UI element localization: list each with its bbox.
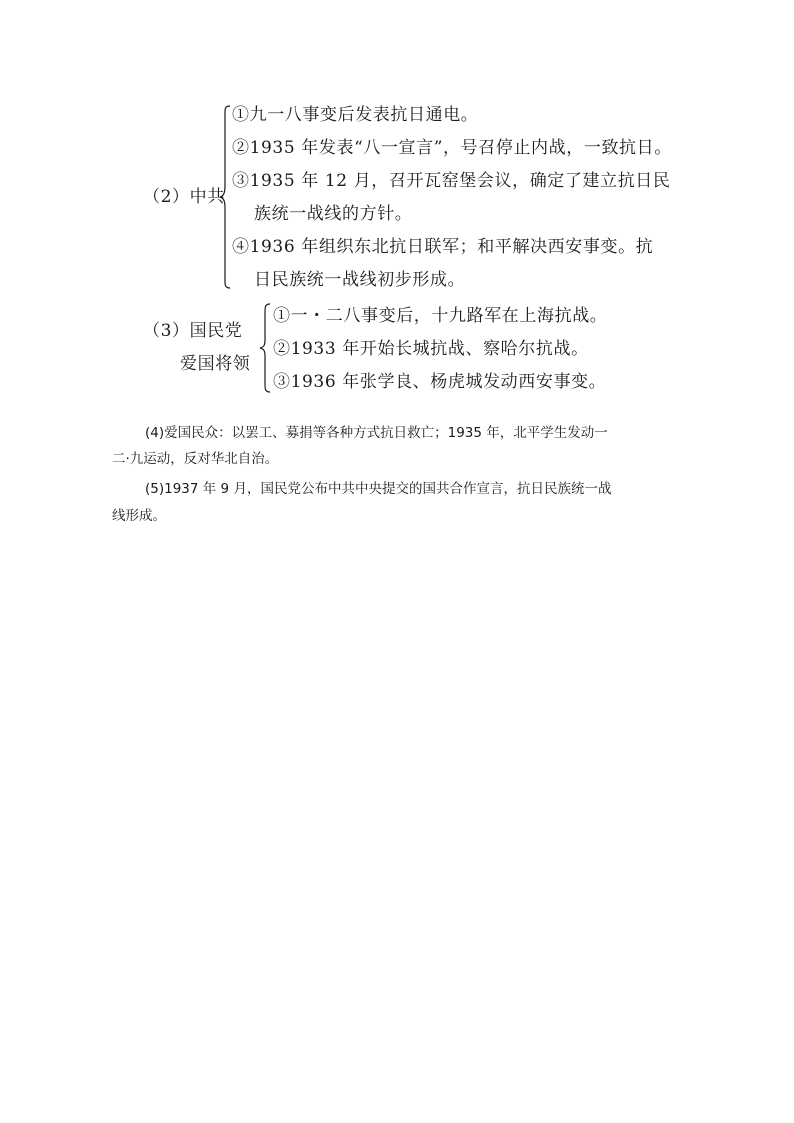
section3-item-1: ①一・二八事变后，十九路军在上海抗战。: [273, 306, 608, 326]
section5-line2: 线形成。: [112, 508, 166, 524]
section3-label-line1: （3）国民党: [143, 321, 243, 341]
section3-item-2: ②1933 年开始长城抗战、察哈尔抗战。: [273, 339, 589, 359]
section2-item-1: ①九一八事变后发表抗日通电。: [232, 105, 479, 125]
section2-brace-icon: [218, 104, 232, 290]
section4-line1: (4)爱国民众：以罢工、募捐等各种方式抗日救亡；1935 年，北平学生发动一: [145, 425, 608, 441]
section2-item-3-cont: 族统一战线的方针。: [254, 204, 413, 224]
section2-item-4: ④1936 年组织东北抗日联军；和平解决西安事变。抗: [232, 237, 654, 257]
section2-label: （2）中共: [143, 187, 225, 207]
section3-item-3: ③1936 年张学良、杨虎城发动西安事变。: [273, 372, 607, 392]
section4-line2: 二·九运动，反对华北自治。: [112, 451, 279, 467]
section3-label-line2: 爱国将领: [180, 354, 251, 374]
section2-item-2: ②1935 年发表“八一宣言”，号召停止内战，一致抗日。: [232, 138, 672, 158]
section3-brace-icon: [258, 302, 272, 394]
section2-item-3: ③1935 年 12 月，召开瓦窑堡会议，确定了建立抗日民: [232, 171, 671, 191]
section5-line1: (5)1937 年 9 月，国民党公布中共中央提交的国共合作宣言，抗日民族统一战: [145, 481, 612, 497]
section2-item-4-cont: 日民族统一战线初步形成。: [254, 270, 466, 290]
